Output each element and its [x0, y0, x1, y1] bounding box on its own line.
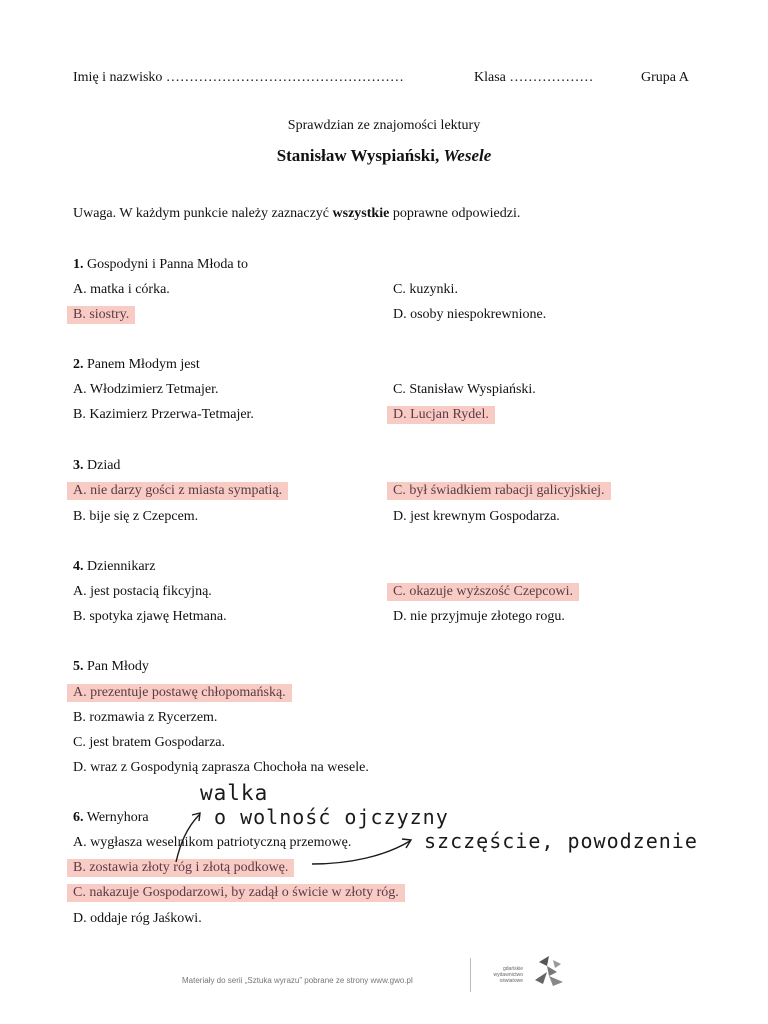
highlighted-answer: D. Lucjan Rydel. — [387, 406, 495, 424]
title-work: Wesele — [443, 146, 492, 165]
note-text: Uwaga. W każdym punkcie należy zaznaczyć — [73, 206, 333, 221]
note-text-end: poprawne odpowiedzi. — [389, 206, 521, 221]
handwritten-note-wolnosc: o wolność ojczyzny — [214, 805, 449, 829]
logo-line: wydawnictwo — [493, 972, 523, 978]
question-text: Dziennikarz — [87, 559, 156, 574]
name-label: Imię i nazwisko — [73, 70, 163, 85]
footer-divider — [470, 958, 471, 992]
question-number: 6. — [73, 810, 84, 825]
option-2b[interactable]: B. Kazimierz Przerwa-Tetmajer. — [73, 407, 254, 422]
name-dots: …………………………………………… — [165, 70, 404, 85]
handwritten-note-szczescie: szczęście, powodzenie — [424, 829, 698, 853]
test-subtitle: Sprawdzian ze znajomości lektury — [287, 118, 481, 133]
option-1a[interactable]: A. matka i córka. — [73, 282, 170, 297]
question-number: 5. — [73, 659, 84, 674]
question-number: 2. — [73, 357, 84, 372]
option-6d[interactable]: D. oddaje róg Jaśkowi. — [73, 911, 202, 926]
option-2a[interactable]: A. Włodzimierz Tetmajer. — [73, 382, 219, 397]
class-label: Klasa — [474, 70, 506, 85]
highlighted-answer: C. był świadkiem rabacji galicyjskiej. — [387, 482, 611, 500]
class-dots: ……………… — [509, 70, 594, 85]
option-3b[interactable]: B. bije się z Czepcem. — [73, 509, 199, 524]
question-text: Pan Młody — [87, 659, 149, 674]
highlighted-answer: A. prezentuje postawę chłopomańską. — [67, 684, 292, 702]
option-1d[interactable]: D. osoby niespokrewnione. — [393, 307, 547, 322]
question-text: Panem Młodym jest — [87, 357, 200, 372]
footer-source: Materiały do serii „Sztuka wyrazu” pobrane ze strony www.gwo.pl — [182, 976, 413, 985]
arrow-to-option-6b — [176, 814, 200, 862]
handwritten-note-walka: walka — [200, 781, 269, 805]
option-4d[interactable]: D. nie przyjmuje złotego rogu. — [393, 609, 565, 624]
highlighted-answer: B. zostawia złoty róg i złotą podkowę. — [67, 859, 294, 877]
option-2c[interactable]: C. Stanisław Wyspiański. — [393, 382, 536, 397]
logo-line: gdańskie — [502, 966, 523, 972]
note-bold: wszystkie — [332, 206, 390, 221]
publisher-logo-icon — [527, 952, 569, 992]
highlighted-answer: A. nie darzy gości z miasta sympatią. — [67, 482, 288, 500]
title-author: Stanisław Wyspiański, — [276, 146, 440, 165]
question-number: 1. — [73, 257, 84, 272]
option-3d[interactable]: D. jest krewnym Gospodarza. — [393, 509, 560, 524]
arrow-head-1 — [192, 813, 200, 821]
highlighted-answer: B. siostry. — [67, 306, 135, 324]
option-4a[interactable]: A. jest postacią fikcyjną. — [73, 584, 212, 599]
option-5b[interactable]: B. rozmawia z Rycerzem. — [73, 710, 218, 725]
option-6a[interactable]: A. wygłasza weselnikom patriotyczną przemowę. — [73, 835, 352, 850]
question-text: Gospodyni i Panna Młoda to — [87, 257, 248, 272]
logo-line: oświatowe — [499, 978, 523, 984]
highlighted-answer: C. okazuje wyższość Czepcowi. — [387, 583, 579, 601]
publisher-logo-text — [477, 966, 523, 984]
option-4b[interactable]: B. spotyka zjawę Hetmana. — [73, 609, 227, 624]
option-1c[interactable]: C. kuzynki. — [393, 282, 458, 297]
option-5d[interactable]: D. wraz z Gospodynią zaprasza Chochoła na wesele. — [73, 760, 369, 775]
highlighted-answer: C. nakazuje Gospodarzowi, by zadął o świcie w złoty róg. — [67, 884, 405, 902]
question-text: Dziad — [87, 458, 121, 473]
arrow-to-szczescie — [312, 841, 410, 864]
option-5c[interactable]: C. jest bratem Gospodarza. — [73, 735, 226, 750]
group-label: Grupa A — [641, 70, 689, 85]
question-text: Wernyhora — [86, 810, 149, 825]
question-number: 3. — [73, 458, 84, 473]
question-number: 4. — [73, 559, 84, 574]
